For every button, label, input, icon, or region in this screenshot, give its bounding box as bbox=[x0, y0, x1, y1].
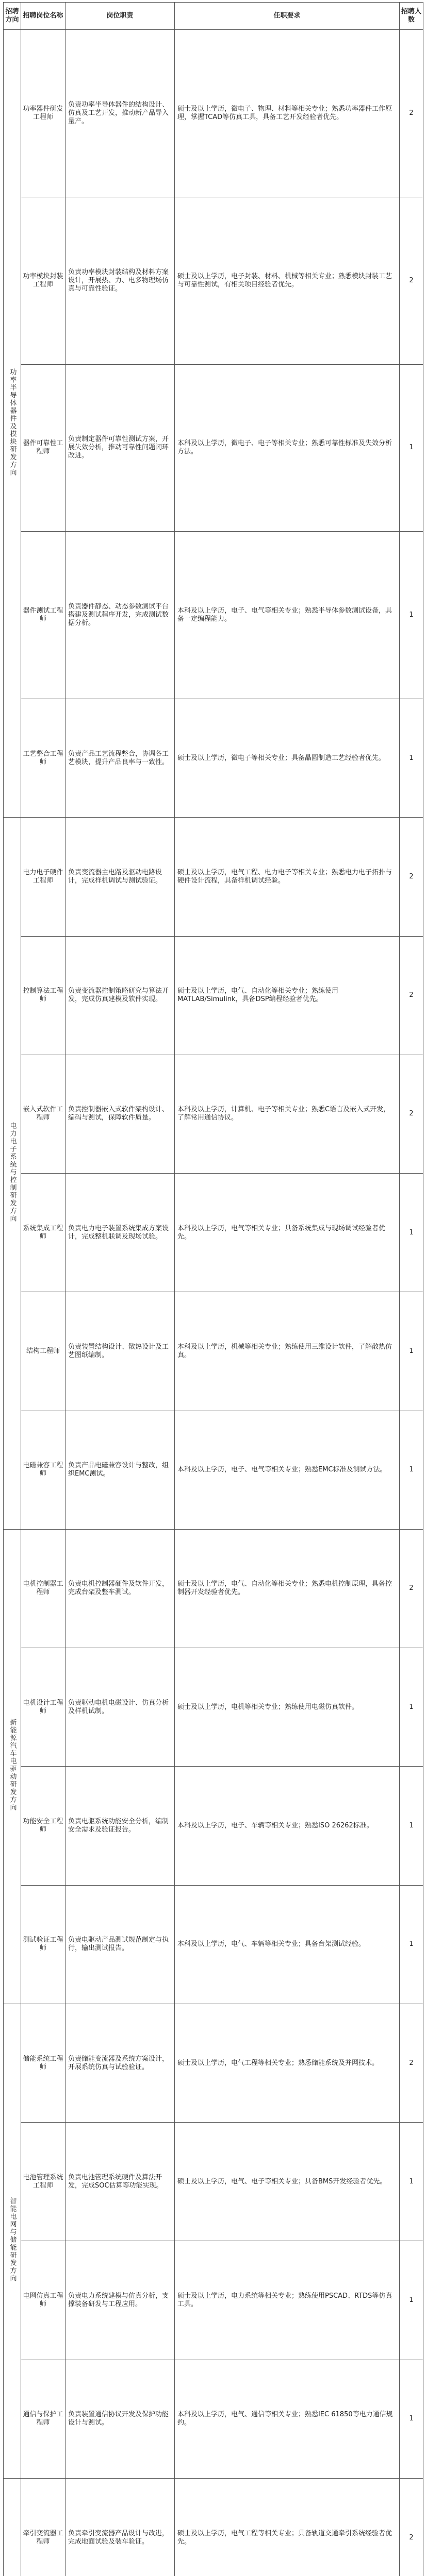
count-cell: 2 bbox=[400, 1055, 423, 1173]
requirements-cell: 硕士及以上学历，微电子、物理、材料等相关专业；熟悉功率器件工作原理，掌握TCAD等仿真工具，具备工艺开发经验者优先。 bbox=[175, 30, 400, 197]
duties-cell: 负责储能变流器及系统方案设计，开展系统仿真与试验验证。 bbox=[65, 2004, 175, 2122]
count-cell: 1 bbox=[400, 1767, 423, 1885]
count-cell: 1 bbox=[400, 2241, 423, 2360]
position-cell: 电机控制器工程师 bbox=[21, 1529, 65, 1648]
table-body bbox=[4, 30, 423, 2576]
count-cell: 2 bbox=[400, 30, 423, 197]
duties-cell: 负责电池管理系统硬件及算法开发，完成SOC估算等功能实现。 bbox=[65, 2123, 175, 2241]
header-group: 招聘方向 bbox=[4, 3, 21, 30]
table-row bbox=[4, 1292, 423, 1411]
group-cell bbox=[4, 2004, 21, 2478]
table-header-row bbox=[4, 3, 423, 30]
position-cell: 电力电子硬件工程师 bbox=[21, 818, 65, 936]
table-row bbox=[4, 532, 423, 699]
position-cell: 器件可靠性工程师 bbox=[21, 364, 65, 532]
header-requirements: 任职要求 bbox=[175, 3, 400, 30]
count-cell: 1 bbox=[400, 2360, 423, 2478]
position-cell: 系统集成工程师 bbox=[21, 1174, 65, 1292]
duties-cell: 负责电驱动产品测试规范制定与执行，输出测试报告。 bbox=[65, 1885, 175, 2004]
duties-cell: 负责变流器控制策略研究与算法开发，完成仿真建模及软件实现。 bbox=[65, 936, 175, 1055]
count-cell: 1 bbox=[400, 532, 423, 699]
duties-cell: 负责产品电磁兼容设计与整改，组织EMC测试。 bbox=[65, 1411, 175, 1529]
duties-cell: 负责装置结构设计、散热设计及工艺图纸编制。 bbox=[65, 1292, 175, 1411]
duties-cell: 负责变流器主电路及驱动电路设计，完成样机调试与测试验证。 bbox=[65, 818, 175, 936]
group-label: 智能电网与储能研发方向 bbox=[8, 2197, 17, 2282]
table-row bbox=[4, 1174, 423, 1292]
header-position: 招聘岗位名称 bbox=[21, 3, 65, 30]
table-row bbox=[4, 2123, 423, 2241]
table-row bbox=[4, 936, 423, 1055]
requirements-cell: 本科及以上学历，微电子、电子等相关专业；熟悉可靠性标准及失效分析方法。 bbox=[175, 364, 400, 532]
group-label: 功率半导体器件及模块研发方向 bbox=[8, 368, 17, 477]
requirements-cell: 硕士及以上学历，电气、自动化等相关专业；熟练使用MATLAB/Simulink，具备DSP编程经验者优先。 bbox=[175, 936, 400, 1055]
position-cell: 工艺整合工程师 bbox=[21, 699, 65, 818]
table-row bbox=[4, 2004, 423, 2122]
table-row bbox=[4, 1648, 423, 1767]
table-row bbox=[4, 1767, 423, 1885]
duties-cell: 负责电力系统建模与仿真分析，支撑装备研发与工程应用。 bbox=[65, 2241, 175, 2360]
duties-cell: 负责功率半导体器件的结构设计、仿真及工艺开发，推动新产品导入量产。 bbox=[65, 30, 175, 197]
count-cell: 2 bbox=[400, 2478, 423, 2576]
position-cell: 通信与保护工程师 bbox=[21, 2360, 65, 2478]
position-cell: 嵌入式软件工程师 bbox=[21, 1055, 65, 1173]
count-cell: 1 bbox=[400, 1292, 423, 1411]
group-cell bbox=[4, 818, 21, 1530]
position-cell: 器件测试工程师 bbox=[21, 532, 65, 699]
requirements-cell: 本科及以上学历，机械等相关专业；熟练使用三维设计软件，了解散热仿真。 bbox=[175, 1292, 400, 1411]
group-cell bbox=[4, 30, 21, 818]
requirements-cell: 硕士及以上学历，电气、自动化等相关专业；熟悉电机控制原理，具备控制器开发经验者优先。 bbox=[175, 1529, 400, 1648]
count-cell: 1 bbox=[400, 1885, 423, 2004]
requirements-cell: 硕士及以上学历，电子封装、材料、机械等相关专业；熟悉模块封装工艺与可靠性测试，有相关项目经验者优先。 bbox=[175, 197, 400, 364]
duties-cell: 负责牵引变流器产品设计与改进，完成地面试验及装车验证。 bbox=[65, 2478, 175, 2576]
count-cell: 1 bbox=[400, 364, 423, 532]
duties-cell: 负责装置通信协议开发及保护功能设计与测试。 bbox=[65, 2360, 175, 2478]
count-cell: 2 bbox=[400, 818, 423, 936]
count-cell: 2 bbox=[400, 197, 423, 364]
header-count: 招聘人数 bbox=[400, 3, 423, 30]
requirements-cell: 硕士及以上学历，电力系统等相关专业；熟练使用PSCAD、RTDS等仿真工具。 bbox=[175, 2241, 400, 2360]
position-cell: 测试验证工程师 bbox=[21, 1885, 65, 2004]
recruitment-table bbox=[3, 2, 423, 2576]
group-label: 新能源汽车电驱动研发方向 bbox=[8, 1719, 17, 1812]
requirements-cell: 本科及以上学历，电子、电气等相关专业；熟悉EMC标准及测试方法。 bbox=[175, 1411, 400, 1529]
table-row bbox=[4, 1529, 423, 1648]
group-cell bbox=[4, 1529, 21, 2004]
duties-cell: 负责制定器件可靠性测试方案，开展失效分析，推动可靠性问题闭环改进。 bbox=[65, 364, 175, 532]
table-row bbox=[4, 1885, 423, 2004]
position-cell: 功率模块封装工程师 bbox=[21, 197, 65, 364]
table-row bbox=[4, 699, 423, 818]
header-duties: 岗位职责 bbox=[65, 3, 175, 30]
table-row bbox=[4, 197, 423, 364]
table-row bbox=[4, 818, 423, 936]
table-row bbox=[4, 364, 423, 532]
table-row bbox=[4, 1411, 423, 1529]
requirements-cell: 本科及以上学历，电子、电气等相关专业；熟悉半导体参数测试设备，具备一定编程能力。 bbox=[175, 532, 400, 699]
duties-cell: 负责电机控制器硬件及软件开发，完成台架及整车测试。 bbox=[65, 1529, 175, 1648]
duties-cell: 负责产品工艺流程整合，协调各工艺模块，提升产品良率与一致性。 bbox=[65, 699, 175, 818]
count-cell: 1 bbox=[400, 2123, 423, 2241]
table-row bbox=[4, 1055, 423, 1173]
count-cell: 1 bbox=[400, 1174, 423, 1292]
requirements-cell: 本科及以上学历，电子、车辆等相关专业；熟悉ISO 26262标准。 bbox=[175, 1767, 400, 1885]
duties-cell: 负责电力电子装置系统集成方案设计，完成整机联调及现场试验。 bbox=[65, 1174, 175, 1292]
requirements-cell: 本科及以上学历，电气等相关专业；具备系统集成与现场调试经验者优先。 bbox=[175, 1174, 400, 1292]
duties-cell: 负责电驱系统功能安全分析，编制安全需求及验证报告。 bbox=[65, 1767, 175, 1885]
position-cell: 功率器件研发工程师 bbox=[21, 30, 65, 197]
duties-cell: 负责器件静态、动态参数测试平台搭建及测试程序开发，完成测试数据分析。 bbox=[65, 532, 175, 699]
position-cell: 控制算法工程师 bbox=[21, 936, 65, 1055]
position-cell: 电磁兼容工程师 bbox=[21, 1411, 65, 1529]
count-cell: 2 bbox=[400, 936, 423, 1055]
requirements-cell: 本科及以上学历，电气、通信等相关专业；熟悉IEC 61850等电力通信规约。 bbox=[175, 2360, 400, 2478]
requirements-cell: 本科及以上学历，计算机、电子等相关专业；熟悉C语言及嵌入式开发，了解常用通信协议。 bbox=[175, 1055, 400, 1173]
duties-cell: 负责控制器嵌入式软件架构设计、编码与测试，保障软件质量。 bbox=[65, 1055, 175, 1173]
count-cell: 2 bbox=[400, 1529, 423, 1648]
requirements-cell: 硕士及以上学历，电气工程、电力电子等相关专业；熟悉电力电子拓扑与硬件设计流程，具备样机调试经验。 bbox=[175, 818, 400, 936]
table-row bbox=[4, 30, 423, 197]
position-cell: 牵引变流器工程师 bbox=[21, 2478, 65, 2576]
table-row bbox=[4, 2241, 423, 2360]
count-cell: 1 bbox=[400, 699, 423, 818]
position-cell: 电网仿真工程师 bbox=[21, 2241, 65, 2360]
position-cell: 电池管理系统工程师 bbox=[21, 2123, 65, 2241]
requirements-cell: 硕士及以上学历，电气工程等相关专业；熟悉储能系统及并网技术。 bbox=[175, 2004, 400, 2122]
duties-cell: 负责驱动电机电磁设计、仿真分析及样机试制。 bbox=[65, 1648, 175, 1767]
group-cell bbox=[4, 2478, 21, 2576]
requirements-cell: 本科及以上学历，电气、车辆等相关专业；具备台架测试经验。 bbox=[175, 1885, 400, 2004]
requirements-cell: 硕士及以上学历，电气、电子等相关专业；具备BMS开发经验者优先。 bbox=[175, 2123, 400, 2241]
count-cell: 1 bbox=[400, 1411, 423, 1529]
table-row bbox=[4, 2360, 423, 2478]
group-label: 电力电子系统与控制研发方向 bbox=[8, 1122, 17, 1223]
count-cell: 1 bbox=[400, 1648, 423, 1767]
position-cell: 结构工程师 bbox=[21, 1292, 65, 1411]
position-cell: 储能系统工程师 bbox=[21, 2004, 65, 2122]
requirements-cell: 硕士及以上学历，电机等相关专业；熟练使用电磁仿真软件。 bbox=[175, 1648, 400, 1767]
requirements-cell: 硕士及以上学历，微电子等相关专业；具备晶圆制造工艺经验者优先。 bbox=[175, 699, 400, 818]
table-row bbox=[4, 2478, 423, 2576]
position-cell: 功能安全工程师 bbox=[21, 1767, 65, 1885]
duties-cell: 负责功率模块封装结构及材料方案设计，开展热、力、电多物理场仿真与可靠性验证。 bbox=[65, 197, 175, 364]
count-cell: 2 bbox=[400, 2004, 423, 2122]
requirements-cell: 硕士及以上学历，电气工程等相关专业；具备轨道交通牵引系统经验者优先。 bbox=[175, 2478, 400, 2576]
position-cell: 电机设计工程师 bbox=[21, 1648, 65, 1767]
